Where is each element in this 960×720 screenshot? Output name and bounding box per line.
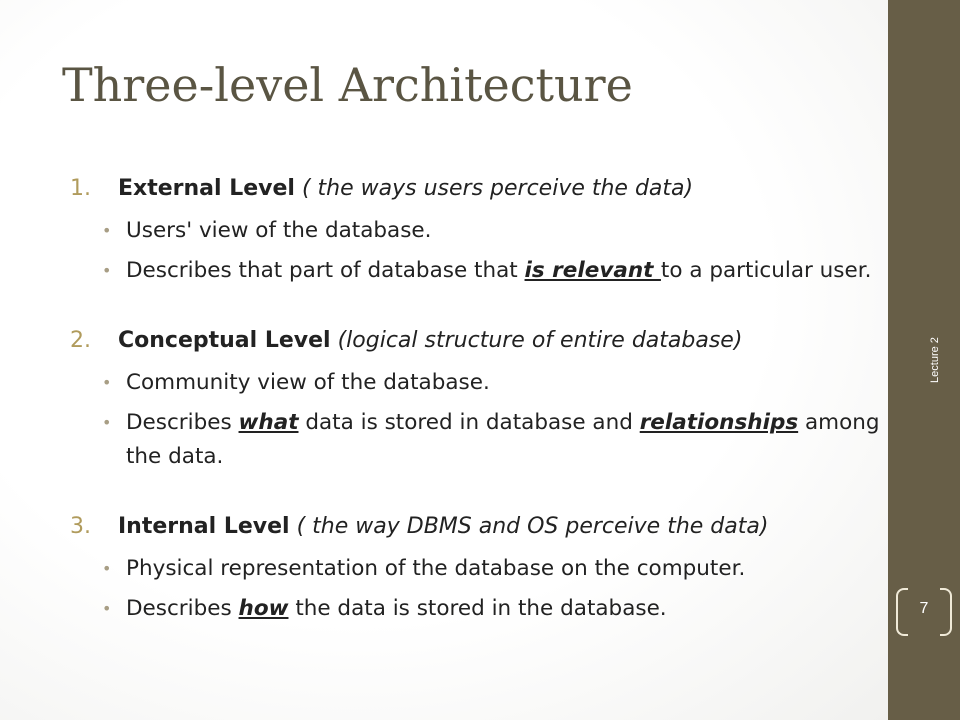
bullet-dot-icon: • (102, 261, 112, 280)
page-number-box (896, 588, 952, 636)
bullet-item (70, 214, 880, 248)
level-description: (logical structure of entire database) (330, 328, 743, 353)
bullet-text: Describes (126, 596, 239, 621)
bullet-text: Describes (126, 410, 239, 435)
bullet-text: Describes that part of database that (126, 258, 525, 283)
bullet-item (70, 254, 880, 288)
level-description: ( the way DBMS and OS perceive the data) (289, 514, 769, 539)
emphasis-text: what (238, 410, 299, 435)
level-number: 1. (70, 176, 91, 201)
level-heading (70, 172, 880, 206)
slide-title: Three-level Architecture (62, 58, 633, 112)
bullet-item (70, 552, 880, 586)
bullet-text: among the data. (126, 410, 880, 469)
level-name: Conceptual Level (118, 328, 331, 353)
lecture-label: Lecture 2 (928, 337, 941, 383)
bullet-dot-icon: • (102, 221, 112, 240)
bullet-item (70, 592, 880, 626)
emphasis-text: how (238, 596, 289, 621)
section-spacer (70, 294, 880, 324)
bullet-dot-icon: • (102, 373, 112, 392)
level-heading (70, 324, 880, 358)
bullet-dot-icon: • (102, 413, 112, 432)
bullet-text: to a particular user. (660, 258, 872, 283)
section-spacer (70, 480, 880, 510)
bullet-dot-icon: • (102, 599, 112, 618)
page-number: 7 (919, 600, 929, 617)
bullet-item (70, 366, 880, 400)
bullet-dot-icon: • (102, 559, 112, 578)
bullet-text: data is stored in database and (298, 410, 640, 435)
emphasis-text: relationships (639, 410, 799, 435)
bullet-item (70, 406, 880, 474)
bullet-text: Physical representation of the database on the computer. (126, 556, 746, 581)
bullet-text: Users' view of the database. (126, 218, 432, 243)
emphasis-text: is relevant (524, 258, 661, 283)
content-list (70, 172, 880, 632)
level-description: ( the ways users perceive the data) (294, 176, 694, 201)
bullet-text: the data is stored in the database. (288, 596, 667, 621)
level-name: Internal Level (118, 514, 290, 539)
bullet-text: Community view of the database. (126, 370, 490, 395)
level-number: 3. (70, 514, 91, 539)
level-name: External Level (118, 176, 295, 201)
level-number: 2. (70, 328, 91, 353)
level-heading (70, 510, 880, 544)
